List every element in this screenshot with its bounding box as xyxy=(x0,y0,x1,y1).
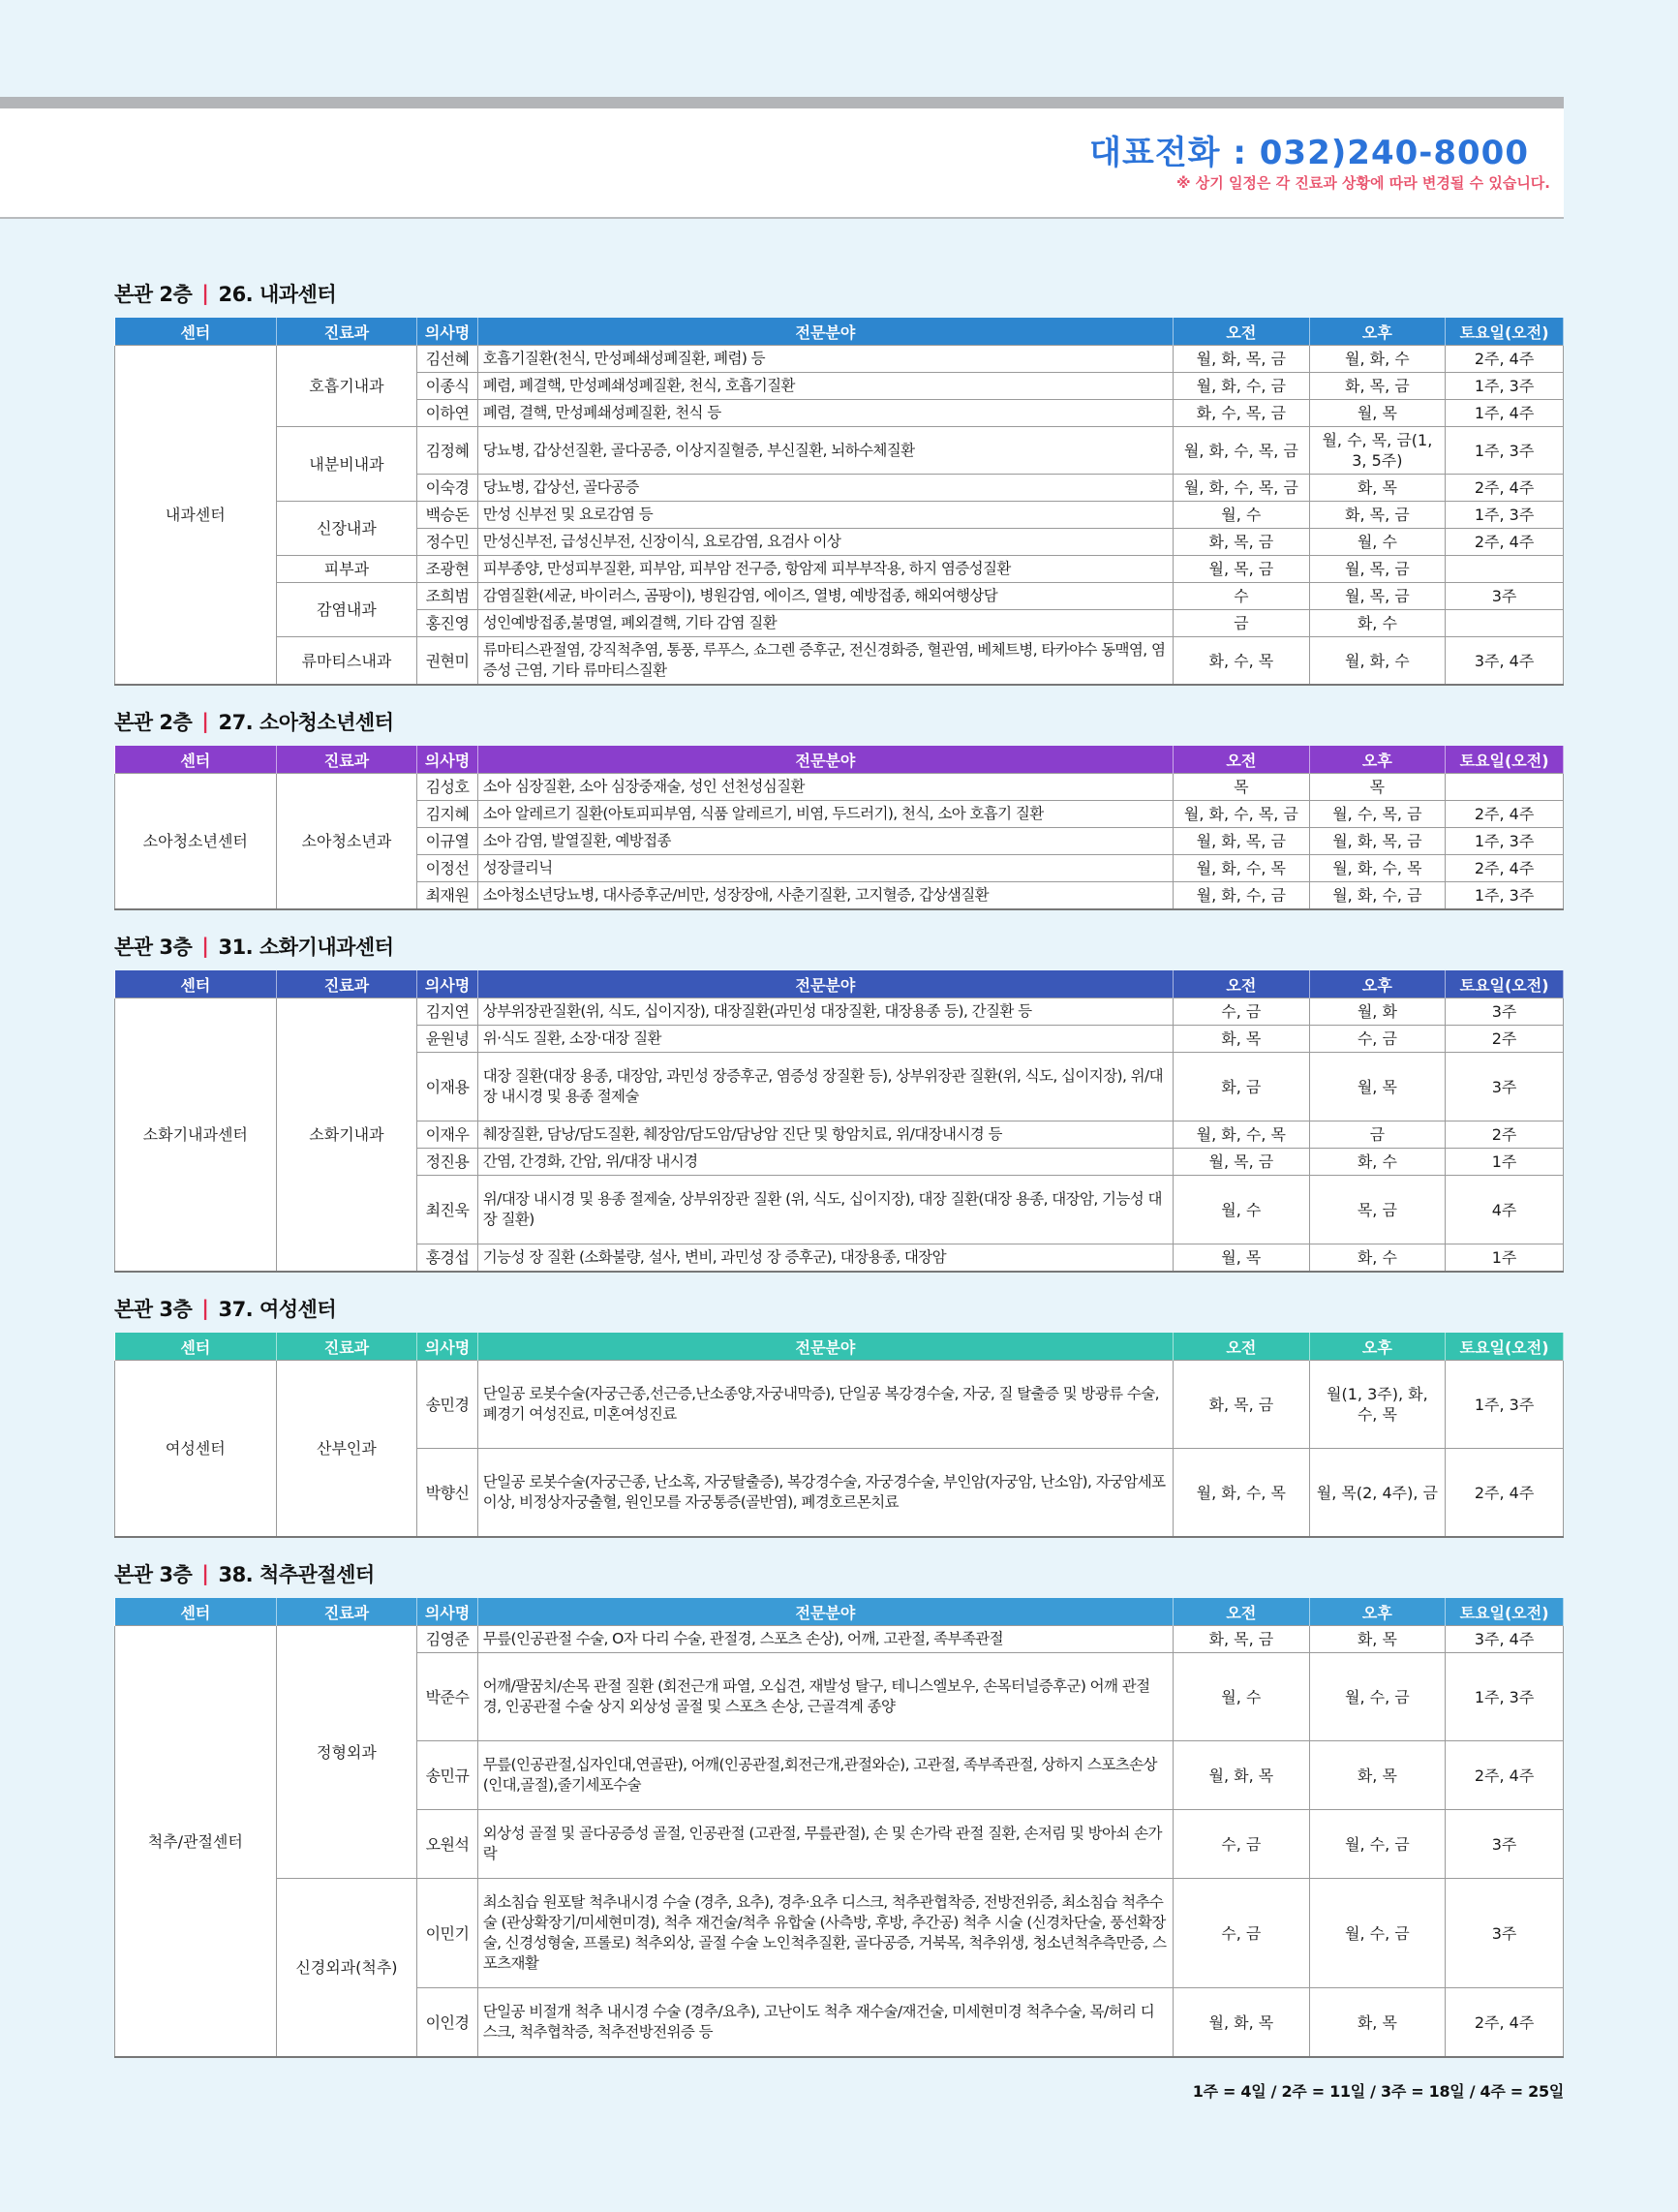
specialty-cell: 호흡기질환(천식, 만성폐쇄성폐질환, 폐렴) 등 xyxy=(477,346,1173,373)
doctor-name-cell: 송민경 xyxy=(417,1361,477,1449)
column-header: 진료과 xyxy=(276,1333,417,1361)
doctor-name-cell: 박향신 xyxy=(417,1449,477,1538)
specialty-cell: 무릎(인공관절,십자인대,연골판), 어깨(인공관절,회전근개,관절와순), 고관절, 족부족관절, 상하지 스포츠손상(인대,골절),줄기세포수술 xyxy=(477,1741,1173,1810)
morning-cell: 월, 화, 수, 목, 금 xyxy=(1174,801,1310,828)
section-name: 27. 소아청소년센터 xyxy=(218,711,394,734)
saturday-cell: 1주, 4주 xyxy=(1446,400,1564,427)
morning-cell: 월, 목, 금 xyxy=(1174,556,1310,583)
doctor-name-cell: 이숙경 xyxy=(417,475,477,502)
main-phone: 대표전화 : 032)240-8000 xyxy=(1089,134,1529,172)
doctor-name-cell: 이하연 xyxy=(417,400,477,427)
afternoon-cell: 월, 수, 금 xyxy=(1309,1810,1446,1879)
morning-cell: 월, 수 xyxy=(1174,502,1310,529)
department-cell: 내분비내과 xyxy=(276,427,417,502)
specialty-cell: 폐렴, 폐결핵, 만성폐쇄성폐질환, 천식, 호흡기질환 xyxy=(477,373,1173,400)
schedule-table xyxy=(114,1598,1564,2058)
morning-cell: 화, 목, 금 xyxy=(1174,1361,1310,1449)
table-row xyxy=(115,556,1564,583)
doctor-name-cell: 조광현 xyxy=(417,556,477,583)
afternoon-cell: 화, 수 xyxy=(1309,1149,1446,1176)
column-header: 토요일(오전) xyxy=(1446,746,1564,774)
center-cell: 내과센터 xyxy=(115,346,277,686)
specialty-cell: 췌장질환, 담낭/담도질환, 췌장암/담도암/담낭암 진단 및 항암치료, 위/대장내시경 등 xyxy=(477,1121,1173,1149)
column-header: 오후 xyxy=(1309,970,1446,998)
afternoon-cell: 목 xyxy=(1309,774,1446,801)
column-header: 의사명 xyxy=(417,318,477,346)
morning-cell: 수, 금 xyxy=(1174,998,1310,1026)
section-name: 37. 여성센터 xyxy=(218,1298,337,1321)
section-separator: | xyxy=(201,282,209,305)
section-separator: | xyxy=(201,1297,209,1320)
saturday-cell: 1주, 3주 xyxy=(1446,1653,1564,1741)
afternoon-cell: 월, 목 xyxy=(1309,400,1446,427)
department-cell: 피부과 xyxy=(276,556,417,583)
table-row xyxy=(115,502,1564,529)
center-cell: 소아청소년센터 xyxy=(115,774,277,910)
doctor-name-cell: 정수민 xyxy=(417,529,477,556)
specialty-cell: 간염, 간경화, 간암, 위/대장 내시경 xyxy=(477,1149,1173,1176)
afternoon-cell: 월, 화, 목, 금 xyxy=(1309,828,1446,855)
column-header: 진료과 xyxy=(276,318,417,346)
section-name: 26. 내과센터 xyxy=(218,283,337,306)
morning-cell: 월, 화, 수, 금 xyxy=(1174,373,1310,400)
saturday-cell: 1주, 3주 xyxy=(1446,828,1564,855)
department-cell: 정형외과 xyxy=(276,1626,417,1879)
saturday-cell: 4주 xyxy=(1446,1176,1564,1244)
saturday-cell: 2주, 4주 xyxy=(1446,1449,1564,1538)
column-header: 토요일(오전) xyxy=(1446,1333,1564,1361)
saturday-cell xyxy=(1446,556,1564,583)
column-header: 진료과 xyxy=(276,970,417,998)
schedule-table xyxy=(114,1333,1564,1538)
top-divider-bar xyxy=(0,97,1564,108)
morning-cell: 금 xyxy=(1174,610,1310,637)
morning-cell: 월, 화, 목 xyxy=(1174,1741,1310,1810)
center-cell: 여성센터 xyxy=(115,1361,277,1538)
column-header: 전문분야 xyxy=(477,746,1173,774)
afternoon-cell: 월, 목 xyxy=(1309,1053,1446,1121)
column-header: 센터 xyxy=(115,970,277,998)
specialty-cell: 만성신부전, 급성신부전, 신장이식, 요로감염, 요검사 이상 xyxy=(477,529,1173,556)
afternoon-cell: 월, 목, 금 xyxy=(1309,583,1446,610)
doctor-name-cell: 박준수 xyxy=(417,1653,477,1741)
afternoon-cell: 월(1, 3주), 화, 수, 목 xyxy=(1309,1361,1446,1449)
table-row xyxy=(115,998,1564,1026)
column-header: 오후 xyxy=(1309,746,1446,774)
doctor-name-cell: 백승돈 xyxy=(417,502,477,529)
doctor-name-cell: 이종식 xyxy=(417,373,477,400)
table-row xyxy=(115,346,1564,373)
column-header: 오후 xyxy=(1309,1598,1446,1626)
morning-cell: 화, 목 xyxy=(1174,1026,1310,1053)
column-header: 오전 xyxy=(1174,318,1310,346)
column-header: 센터 xyxy=(115,1598,277,1626)
department-cell: 산부인과 xyxy=(276,1361,417,1538)
morning-cell: 수, 금 xyxy=(1174,1879,1310,1988)
afternoon-cell: 화, 목 xyxy=(1309,1626,1446,1653)
saturday-cell: 1주, 3주 xyxy=(1446,502,1564,529)
specialty-cell: 소아 알레르기 질환(아토피피부염, 식품 알레르기, 비염, 두드러기), 천식, 소아 호흡기 질환 xyxy=(477,801,1173,828)
morning-cell: 화, 수, 목 xyxy=(1174,637,1310,686)
afternoon-cell: 월, 화, 수 xyxy=(1309,637,1446,686)
specialty-cell: 상부위장관질환(위, 식도, 십이지장), 대장질환(과민성 대장질환, 대장용종 등), 간질환 등 xyxy=(477,998,1173,1026)
doctor-name-cell: 정진용 xyxy=(417,1149,477,1176)
afternoon-cell: 수, 금 xyxy=(1309,1026,1446,1053)
section-floor: 본관 3층 xyxy=(114,936,193,959)
saturday-cell: 2주, 4주 xyxy=(1446,529,1564,556)
column-header: 오전 xyxy=(1174,1333,1310,1361)
afternoon-cell: 월, 화, 수, 금 xyxy=(1309,882,1446,910)
saturday-cell: 1주 xyxy=(1446,1149,1564,1176)
section-title xyxy=(114,930,1564,963)
morning-cell: 월, 목, 금 xyxy=(1174,1149,1310,1176)
afternoon-cell: 화, 목, 금 xyxy=(1309,373,1446,400)
afternoon-cell: 월, 수, 금 xyxy=(1309,1653,1446,1741)
morning-cell: 월, 화, 수, 목 xyxy=(1174,1449,1310,1538)
specialty-cell: 기능성 장 질환 (소화불량, 설사, 변비, 과민성 장 증후군), 대장용종, 대장암 xyxy=(477,1244,1173,1273)
morning-cell: 월, 수 xyxy=(1174,1653,1310,1741)
doctor-name-cell: 김정혜 xyxy=(417,427,477,475)
column-header: 의사명 xyxy=(417,746,477,774)
section-floor: 본관 2층 xyxy=(114,283,193,306)
morning-cell: 월, 화, 수, 목, 금 xyxy=(1174,475,1310,502)
doctor-name-cell: 조희범 xyxy=(417,583,477,610)
saturday-cell: 3주, 4주 xyxy=(1446,637,1564,686)
specialty-cell: 류마티스관절염, 강직척추염, 통풍, 루푸스, 쇼그렌 증후군, 전신경화증, 혈관염, 베체트병, 타카야수 동맥염, 염증성 근염, 기타 류마티스질환 xyxy=(477,637,1173,686)
saturday-cell: 3주 xyxy=(1446,583,1564,610)
saturday-cell: 3주 xyxy=(1446,1053,1564,1121)
specialty-cell: 어깨/팔꿈치/손목 관절 질환 (회전근개 파열, 오십견, 재발성 탈구, 테니스엘보우, 손목터널증후군) 어깨 관절경, 인공관절 수술 상지 외상성 골절 및 스포츠 손상, 근골격계 종양 xyxy=(477,1653,1173,1741)
table-row xyxy=(115,1626,1564,1653)
morning-cell: 월, 화, 수, 목, 금 xyxy=(1174,427,1310,475)
column-header: 토요일(오전) xyxy=(1446,970,1564,998)
doctor-name-cell: 이재우 xyxy=(417,1121,477,1149)
specialty-cell: 외상성 골절 및 골다공증성 골절, 인공관절 (고관절, 무릎관절), 손 및 손가락 관절 질환, 손저림 및 방아쇠 손가락 xyxy=(477,1810,1173,1879)
afternoon-cell: 화, 목 xyxy=(1309,1988,1446,2058)
afternoon-cell: 월, 수, 금 xyxy=(1309,1879,1446,1988)
morning-cell: 월, 화, 수, 금 xyxy=(1174,882,1310,910)
section-title xyxy=(114,1292,1564,1325)
morning-cell: 월, 목 xyxy=(1174,1244,1310,1273)
doctor-name-cell: 권현미 xyxy=(417,637,477,686)
center-cell: 척추/관절센터 xyxy=(115,1626,277,2058)
column-header: 진료과 xyxy=(276,1598,417,1626)
column-header: 토요일(오전) xyxy=(1446,318,1564,346)
section-title xyxy=(114,705,1564,738)
doctor-name-cell: 이규열 xyxy=(417,828,477,855)
morning-cell: 월, 수 xyxy=(1174,1176,1310,1244)
doctor-name-cell: 김선혜 xyxy=(417,346,477,373)
saturday-cell: 1주, 3주 xyxy=(1446,1361,1564,1449)
section-separator: | xyxy=(201,710,209,733)
doctor-name-cell: 최진욱 xyxy=(417,1176,477,1244)
saturday-cell: 1주, 3주 xyxy=(1446,373,1564,400)
department-cell: 소아청소년과 xyxy=(276,774,417,910)
saturday-cell: 3주, 4주 xyxy=(1446,1626,1564,1653)
afternoon-cell: 화, 목, 금 xyxy=(1309,502,1446,529)
section-floor: 본관 3층 xyxy=(114,1563,193,1586)
column-header: 토요일(오전) xyxy=(1446,1598,1564,1626)
section-separator: | xyxy=(201,1562,209,1585)
column-header: 센터 xyxy=(115,746,277,774)
afternoon-cell: 화, 수 xyxy=(1309,1244,1446,1273)
doctor-name-cell: 김지혜 xyxy=(417,801,477,828)
saturday-cell: 1주, 3주 xyxy=(1446,882,1564,910)
column-header: 전문분야 xyxy=(477,970,1173,998)
saturday-cell: 2주, 4주 xyxy=(1446,855,1564,882)
column-header: 오후 xyxy=(1309,1333,1446,1361)
column-header: 전문분야 xyxy=(477,1333,1173,1361)
section-title xyxy=(114,1557,1564,1590)
specialty-cell: 소아 감염, 발열질환, 예방접종 xyxy=(477,828,1173,855)
doctor-name-cell: 홍경섭 xyxy=(417,1244,477,1273)
doctor-name-cell: 윤원녕 xyxy=(417,1026,477,1053)
saturday-cell: 3주 xyxy=(1446,1810,1564,1879)
column-header: 의사명 xyxy=(417,1333,477,1361)
schedule-table xyxy=(114,746,1564,910)
specialty-cell: 감염질환(세균, 바이러스, 곰팡이), 병원감염, 에이즈, 열병, 예방접종, 해외여행상담 xyxy=(477,583,1173,610)
week-legend: 1주 = 4일 / 2주 = 11일 / 3주 = 18일 / 4주 = 25일 xyxy=(1192,2082,1564,2101)
department-cell: 신경외과(척추) xyxy=(276,1879,417,2058)
doctor-name-cell: 홍진영 xyxy=(417,610,477,637)
section-name: 31. 소화기내과센터 xyxy=(218,936,394,959)
saturday-cell: 2주, 4주 xyxy=(1446,346,1564,373)
doctor-name-cell: 김영준 xyxy=(417,1626,477,1653)
column-header: 센터 xyxy=(115,1333,277,1361)
column-header: 의사명 xyxy=(417,1598,477,1626)
morning-cell: 월, 화, 목, 금 xyxy=(1174,828,1310,855)
column-header: 전문분야 xyxy=(477,318,1173,346)
morning-cell: 월, 화, 수, 목 xyxy=(1174,1121,1310,1149)
morning-cell: 월, 화, 목, 금 xyxy=(1174,346,1310,373)
specialty-cell: 폐렴, 결핵, 만성폐쇄성폐질환, 천식 등 xyxy=(477,400,1173,427)
schedule-table xyxy=(114,318,1564,686)
specialty-cell: 최소침습 원포탈 척추내시경 수술 (경추, 요추), 경추·요추 디스크, 척추관협착증, 전방전위증, 최소침습 척추수술 (관상확장기/미세현미경), 척추 재건술/척추 유합술 (사측방, 후방, 추간공) 척추 시술 (신경차단술, 풍선확장술, 신경성형술, 프롤로) 척추외상, 골절 수술 노인척추질환, 골다공증, 거북목, 척추위생, 청소년척추측만증, 스포츠재활 xyxy=(477,1879,1173,1988)
section-name: 38. 척추관절센터 xyxy=(218,1563,375,1586)
afternoon-cell: 월, 수 xyxy=(1309,529,1446,556)
department-cell: 호흡기내과 xyxy=(276,346,417,427)
doctor-name-cell: 송민규 xyxy=(417,1741,477,1810)
table-row xyxy=(115,774,1564,801)
column-header: 진료과 xyxy=(276,746,417,774)
afternoon-cell: 금 xyxy=(1309,1121,1446,1149)
afternoon-cell: 월, 화, 수, 목 xyxy=(1309,855,1446,882)
column-header: 의사명 xyxy=(417,970,477,998)
table-row xyxy=(115,1879,1564,1988)
saturday-cell: 1주, 3주 xyxy=(1446,427,1564,475)
column-header: 오전 xyxy=(1174,970,1310,998)
specialty-cell: 단일공 비절개 척추 내시경 수술 (경추/요추), 고난이도 척추 재수술/재건술, 미세현미경 척추수술, 목/허리 디스크, 척추협착증, 척추전방전위증 등 xyxy=(477,1988,1173,2058)
section-separator: | xyxy=(201,935,209,958)
morning-cell: 화, 수, 목, 금 xyxy=(1174,400,1310,427)
afternoon-cell: 월, 수, 목, 금 xyxy=(1309,801,1446,828)
department-cell: 소화기내과 xyxy=(276,998,417,1273)
section-floor: 본관 3층 xyxy=(114,1298,193,1321)
schedule-table xyxy=(114,970,1564,1273)
specialty-cell: 당뇨병, 갑상선질환, 골다공증, 이상지질혈증, 부신질환, 뇌하수체질환 xyxy=(477,427,1173,475)
saturday-cell xyxy=(1446,610,1564,637)
section-floor: 본관 2층 xyxy=(114,711,193,734)
specialty-cell: 단일공 로봇수술(자궁근종, 난소혹, 자궁탈출증), 복강경수술, 자궁경수술, 부인암(자궁암, 난소암), 자궁암세포이상, 비정상자궁출혈, 원인모를 자궁통증(골반염), 폐경호르몬치료 xyxy=(477,1449,1173,1538)
table-row xyxy=(115,637,1564,686)
column-header: 전문분야 xyxy=(477,1598,1173,1626)
schedule-content xyxy=(114,277,1564,2077)
saturday-cell: 2주, 4주 xyxy=(1446,1741,1564,1810)
center-cell: 소화기내과센터 xyxy=(115,998,277,1273)
column-header: 오후 xyxy=(1309,318,1446,346)
table-row xyxy=(115,427,1564,475)
doctor-name-cell: 김성호 xyxy=(417,774,477,801)
table-row xyxy=(115,1361,1564,1449)
saturday-cell: 2주, 4주 xyxy=(1446,475,1564,502)
department-cell: 류마티스내과 xyxy=(276,637,417,686)
doctor-name-cell: 김지연 xyxy=(417,998,477,1026)
saturday-cell: 3주 xyxy=(1446,1879,1564,1988)
afternoon-cell: 월, 화 xyxy=(1309,998,1446,1026)
saturday-cell: 1주 xyxy=(1446,1244,1564,1273)
saturday-cell: 3주 xyxy=(1446,998,1564,1026)
specialty-cell: 성인예방접종,불명열, 폐외결핵, 기타 감염 질환 xyxy=(477,610,1173,637)
specialty-cell: 소아청소년당뇨병, 대사증후군/비만, 성장장애, 사춘기질환, 고지혈증, 갑상샘질환 xyxy=(477,882,1173,910)
afternoon-cell: 목, 금 xyxy=(1309,1176,1446,1244)
afternoon-cell: 월, 화, 수 xyxy=(1309,346,1446,373)
specialty-cell: 위/대장 내시경 및 용종 절제술, 상부위장관 질환 (위, 식도, 십이지장), 대장 질환(대장 용종, 대장암, 기능성 대장 질환) xyxy=(477,1176,1173,1244)
morning-cell: 화, 목, 금 xyxy=(1174,1626,1310,1653)
morning-cell: 화, 금 xyxy=(1174,1053,1310,1121)
column-header: 오전 xyxy=(1174,746,1310,774)
doctor-name-cell: 이민기 xyxy=(417,1879,477,1988)
saturday-cell: 2주, 4주 xyxy=(1446,1988,1564,2058)
specialty-cell: 대장 질환(대장 용종, 대장암, 과민성 장증후군, 염증성 장질환 등), 상부위장관 질환(위, 식도, 십이지장), 위/대장 내시경 및 용종 절제술 xyxy=(477,1053,1173,1121)
afternoon-cell: 화, 목 xyxy=(1309,1741,1446,1810)
afternoon-cell: 화, 목 xyxy=(1309,475,1446,502)
morning-cell: 수 xyxy=(1174,583,1310,610)
doctor-name-cell: 이정선 xyxy=(417,855,477,882)
morning-cell: 월, 화, 목 xyxy=(1174,1988,1310,2058)
section-title xyxy=(114,277,1564,310)
afternoon-cell: 월, 목, 금 xyxy=(1309,556,1446,583)
column-header: 센터 xyxy=(115,318,277,346)
afternoon-cell: 화, 수 xyxy=(1309,610,1446,637)
specialty-cell: 만성 신부전 및 요로감염 등 xyxy=(477,502,1173,529)
specialty-cell: 단일공 로봇수술(자궁근종,선근증,난소종양,자궁내막증), 단일공 복강경수술, 자궁, 질 탈출증 및 방광류 수술, 폐경기 여성진료, 미혼여성진료 xyxy=(477,1361,1173,1449)
doctor-name-cell: 오원석 xyxy=(417,1810,477,1879)
specialty-cell: 위·식도 질환, 소장·대장 질환 xyxy=(477,1026,1173,1053)
saturday-cell xyxy=(1446,774,1564,801)
afternoon-cell: 월, 목(2, 4주), 금 xyxy=(1309,1449,1446,1538)
morning-cell: 월, 화, 수, 목 xyxy=(1174,855,1310,882)
saturday-cell: 2주 xyxy=(1446,1026,1564,1053)
doctor-name-cell: 이인경 xyxy=(417,1988,477,2058)
specialty-cell: 당뇨병, 갑상선, 골다공증 xyxy=(477,475,1173,502)
morning-cell: 수, 금 xyxy=(1174,1810,1310,1879)
morning-cell: 화, 목, 금 xyxy=(1174,529,1310,556)
specialty-cell: 무릎(인공관절 수술, O자 다리 수술, 관절경, 스포츠 손상), 어깨, 고관절, 족부족관절 xyxy=(477,1626,1173,1653)
morning-cell: 목 xyxy=(1174,774,1310,801)
column-header: 오전 xyxy=(1174,1598,1310,1626)
specialty-cell: 소아 심장질환, 소아 심장중재술, 성인 선천성심질환 xyxy=(477,774,1173,801)
department-cell: 감염내과 xyxy=(276,583,417,637)
doctor-name-cell: 최재원 xyxy=(417,882,477,910)
saturday-cell: 2주, 4주 xyxy=(1446,801,1564,828)
specialty-cell: 성장클리닉 xyxy=(477,855,1173,882)
department-cell: 신장내과 xyxy=(276,502,417,556)
doctor-name-cell: 이재용 xyxy=(417,1053,477,1121)
afternoon-cell: 월, 수, 목, 금(1, 3, 5주) xyxy=(1309,427,1446,475)
schedule-notice: ※ 상기 일정은 각 진료과 상황에 따라 변경될 수 있습니다. xyxy=(1175,174,1550,192)
table-row xyxy=(115,583,1564,610)
header-panel xyxy=(0,108,1564,219)
saturday-cell: 2주 xyxy=(1446,1121,1564,1149)
specialty-cell: 피부종양, 만성피부질환, 피부암, 피부암 전구증, 항암제 피부부작용, 하지 염증성질환 xyxy=(477,556,1173,583)
